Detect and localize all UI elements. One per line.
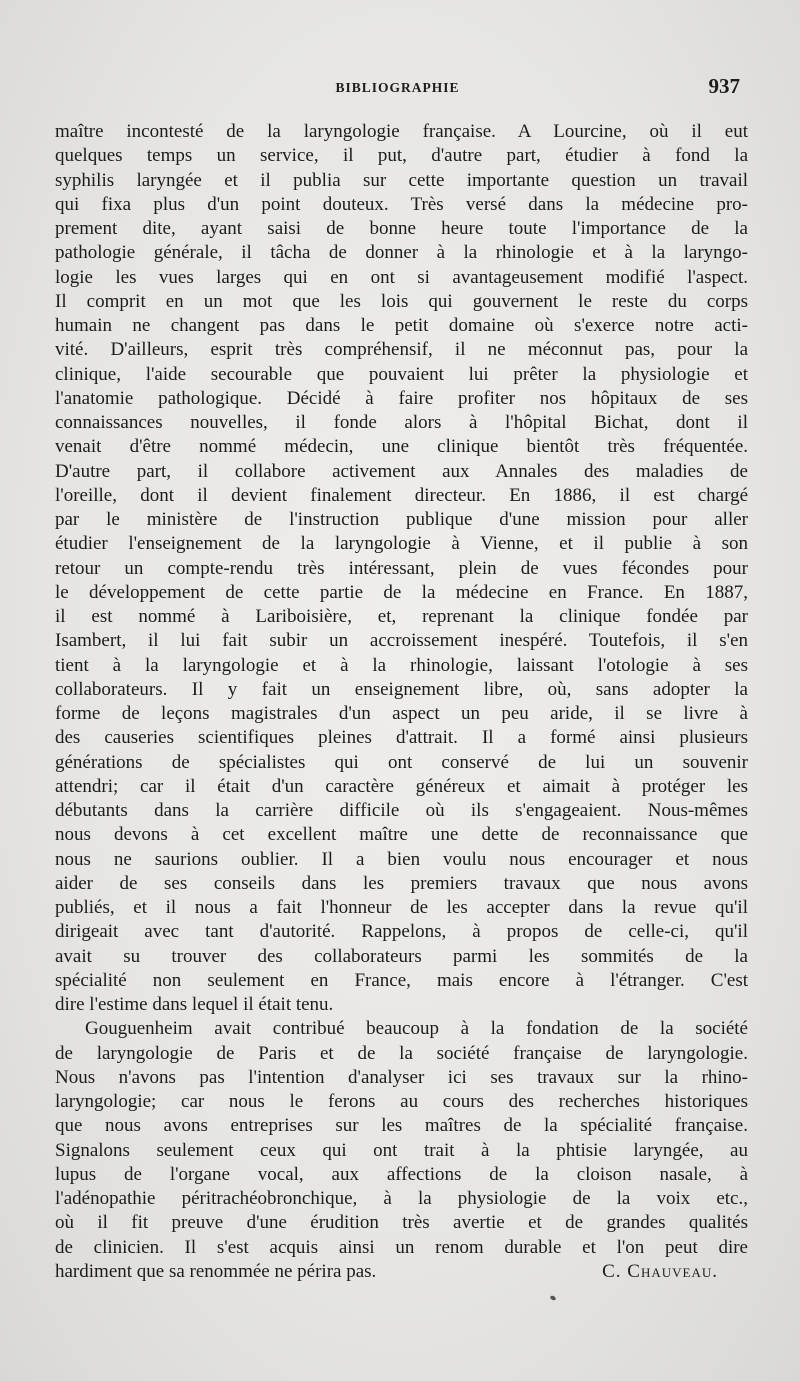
- closing-text: hardiment que sa renommée ne périra pas.: [55, 1260, 377, 1282]
- paragraph-start-line: Gouguenheim avait contribué beaucoup à la fondation de la société: [85, 1018, 748, 1040]
- text-line: prement dite, ayant saisi de bonne heure toute l'importance de la: [55, 218, 748, 239]
- text-line: humain ne changent pas dans le petit domaine où s'exerce notre acti-: [55, 315, 748, 336]
- text-line: syphilis laryngée et il publia sur cette importante question un travail: [55, 169, 748, 191]
- text-line: collaborateurs. Il y fait un enseignement libre, où, sans adopter la: [55, 678, 748, 700]
- text-line: spécialité non seulement en France, mais encore à l'étranger. C'est: [55, 969, 748, 991]
- text-line: clinique, l'aide secourable que pouvaient lui prêter la physiologie et: [55, 363, 748, 385]
- running-title: BIBLIOGRAPHIE: [335, 80, 460, 95]
- text-line: forme de leçons magistrales d'un aspect un peu aride, il se livre à: [55, 703, 748, 724]
- text-line: quelques temps un service, il put, d'autre part, étudier à fond la: [55, 145, 748, 167]
- text-line: où il fit preuve d'une érudition très avertie et de grandes qualités: [55, 1212, 748, 1234]
- body-text: [55, 120, 748, 1284]
- text-line: retour un compte-rendu très intéressant, plein de vues fécondes pour: [55, 557, 748, 579]
- text-line: il est nommé à Lariboisière, et, reprenant la clinique fondée par: [55, 606, 748, 627]
- text-line: que nous avons entreprises sur les maîtres de la spécialité française.: [55, 1115, 748, 1137]
- text-line: dirigeait avec tant d'autorité. Rappelons, à propos de celle-ci, qu'il: [55, 921, 748, 943]
- text-line: nous ne saurions oublier. Il a bien voulu nous encourager et nous: [55, 848, 748, 870]
- text-line: lupus de l'organe vocal, aux affections de la cloison nasale, à: [55, 1163, 748, 1185]
- text-line: étudier l'enseignement de la laryngologie à Vienne, et il publie à son: [55, 533, 748, 555]
- text-line: aider de ses conseils dans les premiers travaux que nous avons: [55, 872, 748, 894]
- closing-line: [55, 1260, 748, 1284]
- text-line: l'adénopathie péritrachéobronchique, à la physiologie de la voix etc.,: [55, 1188, 748, 1209]
- text-line: pathologie générale, il tâcha de donner à la rhinologie et à la laryngo-: [55, 242, 748, 264]
- text-line: débutants dans la carrière difficile où ils s'engageaient. Nous-mêmes: [55, 800, 748, 821]
- text-line: venait d'être nommé médecin, une clinique bientôt très fréquentée.: [55, 436, 748, 458]
- text-line: nous devons à cet excellent maître une dette de reconnaissance que: [55, 824, 748, 846]
- text-line: laryngologie; car nous le ferons au cours des recherches historiques: [55, 1091, 748, 1112]
- text-line: l'anatomie pathologique. Décidé à faire profiter nos hôpitaux de ses: [55, 387, 748, 409]
- text-line: publiés, et il nous a fait l'honneur de les accepter dans la revue qu'il: [55, 897, 748, 918]
- ink-speck: [549, 1295, 556, 1301]
- page-number: 937: [708, 74, 740, 98]
- text-line: connaissances nouvelles, il fonde alors à l'hôpital Bichat, dont il: [55, 412, 748, 433]
- text-line: de laryngologie de Paris et de la société française de laryngologie.: [55, 1042, 748, 1064]
- paragraph-end-line: dire l'estime dans lequel il était tenu.: [55, 994, 334, 1015]
- text-line: Il comprit en un mot que les lois qui gouvernent le reste du corps: [55, 290, 748, 312]
- author-signature: C. Chauveau.: [602, 1260, 718, 1282]
- text-line: Nous n'avons pas l'intention d'analyser ici ses travaux sur la rhino-: [55, 1066, 748, 1088]
- text-line: avait su trouver des collaborateurs parmi les sommités de la: [55, 945, 748, 967]
- text-line: des causeries scientifiques pleines d'attrait. Il a formé ainsi plusieurs: [55, 727, 748, 749]
- text-line: D'autre part, il collabore activement aux Annales des maladies de: [55, 460, 748, 482]
- text-line: vité. D'ailleurs, esprit très compréhensif, il ne méconnut pas, pour la: [55, 339, 748, 361]
- text-line: logie les vues larges qui en ont si avantageusement modifié l'aspect.: [55, 266, 748, 288]
- text-line: générations de spécialistes qui ont conservé de lui un souvenir: [55, 751, 748, 773]
- running-head: [55, 74, 740, 104]
- text-line: maître incontesté de la laryngologie française. A Lourcine, où il eut: [55, 121, 748, 142]
- text-line: l'oreille, dont il devient finalement directeur. En 1886, il est chargé: [55, 484, 748, 506]
- text-line: par le ministère de l'instruction publique d'une mission pour aller: [55, 509, 748, 530]
- text-line: Signalons seulement ceux qui ont trait à la phtisie laryngée, au: [55, 1139, 748, 1161]
- text-line: le développement de cette partie de la médecine en France. En 1887,: [55, 581, 748, 603]
- text-line: tient à la laryngologie et à la rhinologie, laissant l'otologie à ses: [55, 654, 748, 676]
- text-line: attendri; car il était d'un caractère généreux et aimait à protéger les: [55, 775, 748, 797]
- text-line: qui fixa plus d'un point douteux. Très versé dans la médecine pro-: [55, 193, 748, 215]
- text-line: de clinicien. Il s'est acquis ainsi un renom durable et l'on peut dire: [55, 1236, 748, 1258]
- text-line: Isambert, il lui fait subir un accroissement inespéré. Toutefois, il s'en: [55, 630, 748, 652]
